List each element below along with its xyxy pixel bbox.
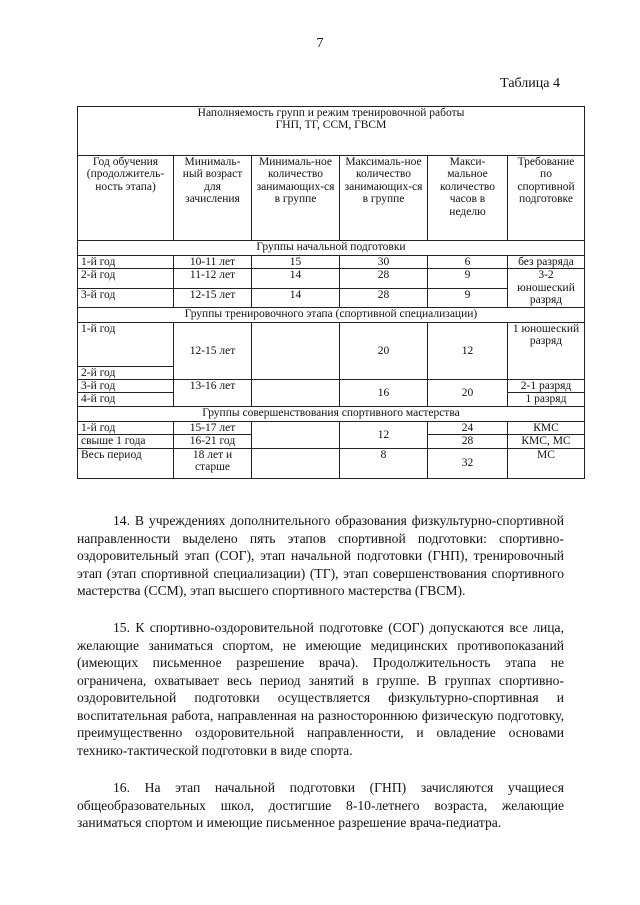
ssm-year: свыше 1 года [78,435,174,448]
gnp-req: без разряда [508,256,585,269]
header-max-hours: Макси-мальное количество часов в неделю [428,156,508,241]
gnp-hours: 9 [428,269,508,288]
groups-table [77,106,585,479]
gnp-max: 28 [340,269,428,288]
gnp-age: 10-11 лет [174,256,252,269]
gnp-year: 2-й год [78,269,174,288]
header-min-age: Минималь-ный возраст для зачисления [174,156,252,241]
table-caption [78,107,585,156]
section-ssm: Группы совершенствования спортивного мастерства [78,406,585,421]
tg-req: 2-1 разряд [508,380,585,393]
tg-min [252,380,340,407]
ssm-max: 12 [340,421,428,448]
tg-req: 1 юношеский разряд [508,322,585,379]
ssm-hours: 24 [428,421,508,434]
tg-age: 13-16 лет [174,380,252,407]
gnp-year: 1-й год [78,256,174,269]
ssm-req: КМС, МС [508,435,585,448]
table-caption-line1: Наполняемость групп и режим тренировочной работы [197,107,465,119]
table-caption-line2: ГНП, ТГ, ССМ, ГВСМ [275,119,387,132]
gnp-req-23: 3-2 юношеский разряд [508,269,585,307]
ssm-req: МС [508,448,585,478]
paragraph-16: 16. На этап начальной подготовки (ГНП) зачисляются учащиеся общеобразовательных школ, достигшие 8-10-летнего возраста, желающие заниматься спортом и имеющие письменное разрешение врача-педиатра. [77,780,564,830]
tg-year: 3-й год [78,380,174,393]
section-tg: Группы тренировочного этапа (спортивной специализации) [78,307,585,322]
gnp-min: 14 [252,288,340,307]
header-year: Год обучения (продолжитель-ность этапа) [78,156,174,241]
gnp-min: 14 [252,269,340,288]
ssm-hours: 28 [428,435,508,448]
ssm-min [252,421,340,448]
gnp-year: 3-й год [78,288,174,307]
gnp-hours: 6 [428,256,508,269]
ssm-year: Весь период [78,448,174,478]
ssm-min [252,448,340,478]
ssm-hours: 32 [428,448,508,478]
ssm-age: 16-21 год [174,435,252,448]
tg-age: 12-15 лет [174,322,252,379]
ssm-max: 8 [340,448,428,478]
table-label: Таблица 4 [500,76,560,91]
gnp-min: 15 [252,256,340,269]
ssm-age: 18 лет и старше [174,448,252,478]
header-requirement: Требование по спортивной подготовке [508,156,585,241]
header-min-count: Минималь-ное количество занимающих-ся в группе [252,156,340,241]
tg-max: 16 [340,380,428,407]
tg-year: 1-й год [78,322,174,366]
ssm-year: 1-й год [78,421,174,434]
gnp-age: 11-12 лет [174,269,252,288]
tg-hours: 20 [428,380,508,407]
paragraph-15: 15. К спортивно-оздоровительной подготовке (СОГ) допускаются все лица, желающие заниматься спортом, не имеющие медицинских противопоказаний (имеющих письменное разрешение врача). Продолжительность этапа не ограничена, охватывает весь период занятий в группе. В группах спортивно-оздоровительной подготовки осуществляется физкультурно-спортивная и воспитательная работа, направленная на разностороннюю физическую подготовку, преимущественно оздоровительной направленности, и овладение основами технико-тактической подготовки в виде спорта. [77,620,564,758]
page-number: 7 [316,36,324,51]
paragraph-14: 14. В учреждениях дополнительного образования физкультурно-спортивной направленности выделено пять этапов спортивной подготовки: спортивно-оздоровительный этап (СОГ), этап начальной подготовки (ГНП), тренировочный этап (этап спортивной специализации) (ТГ), этап совершенствования спортивного мастерства (ССМ), этап высшего спортивного мастерства (ГВСМ). [77,513,564,598]
section-gnp: Группы начальной подготовки [78,241,585,256]
tg-hours: 12 [428,322,508,379]
tg-min [252,322,340,379]
ssm-req: КМС [508,421,585,434]
gnp-age: 12-15 лет [174,288,252,307]
gnp-max: 30 [340,256,428,269]
ssm-age: 15-17 лет [174,421,252,434]
tg-max: 20 [340,322,428,379]
tg-year: 4-й год [78,393,174,406]
gnp-max: 28 [340,288,428,307]
tg-year: 2-й год [78,366,174,379]
header-max-count: Максималь-ное количество занимающих-ся в группе [340,156,428,241]
gnp-hours: 9 [428,288,508,307]
tg-req: 1 разряд [508,393,585,406]
